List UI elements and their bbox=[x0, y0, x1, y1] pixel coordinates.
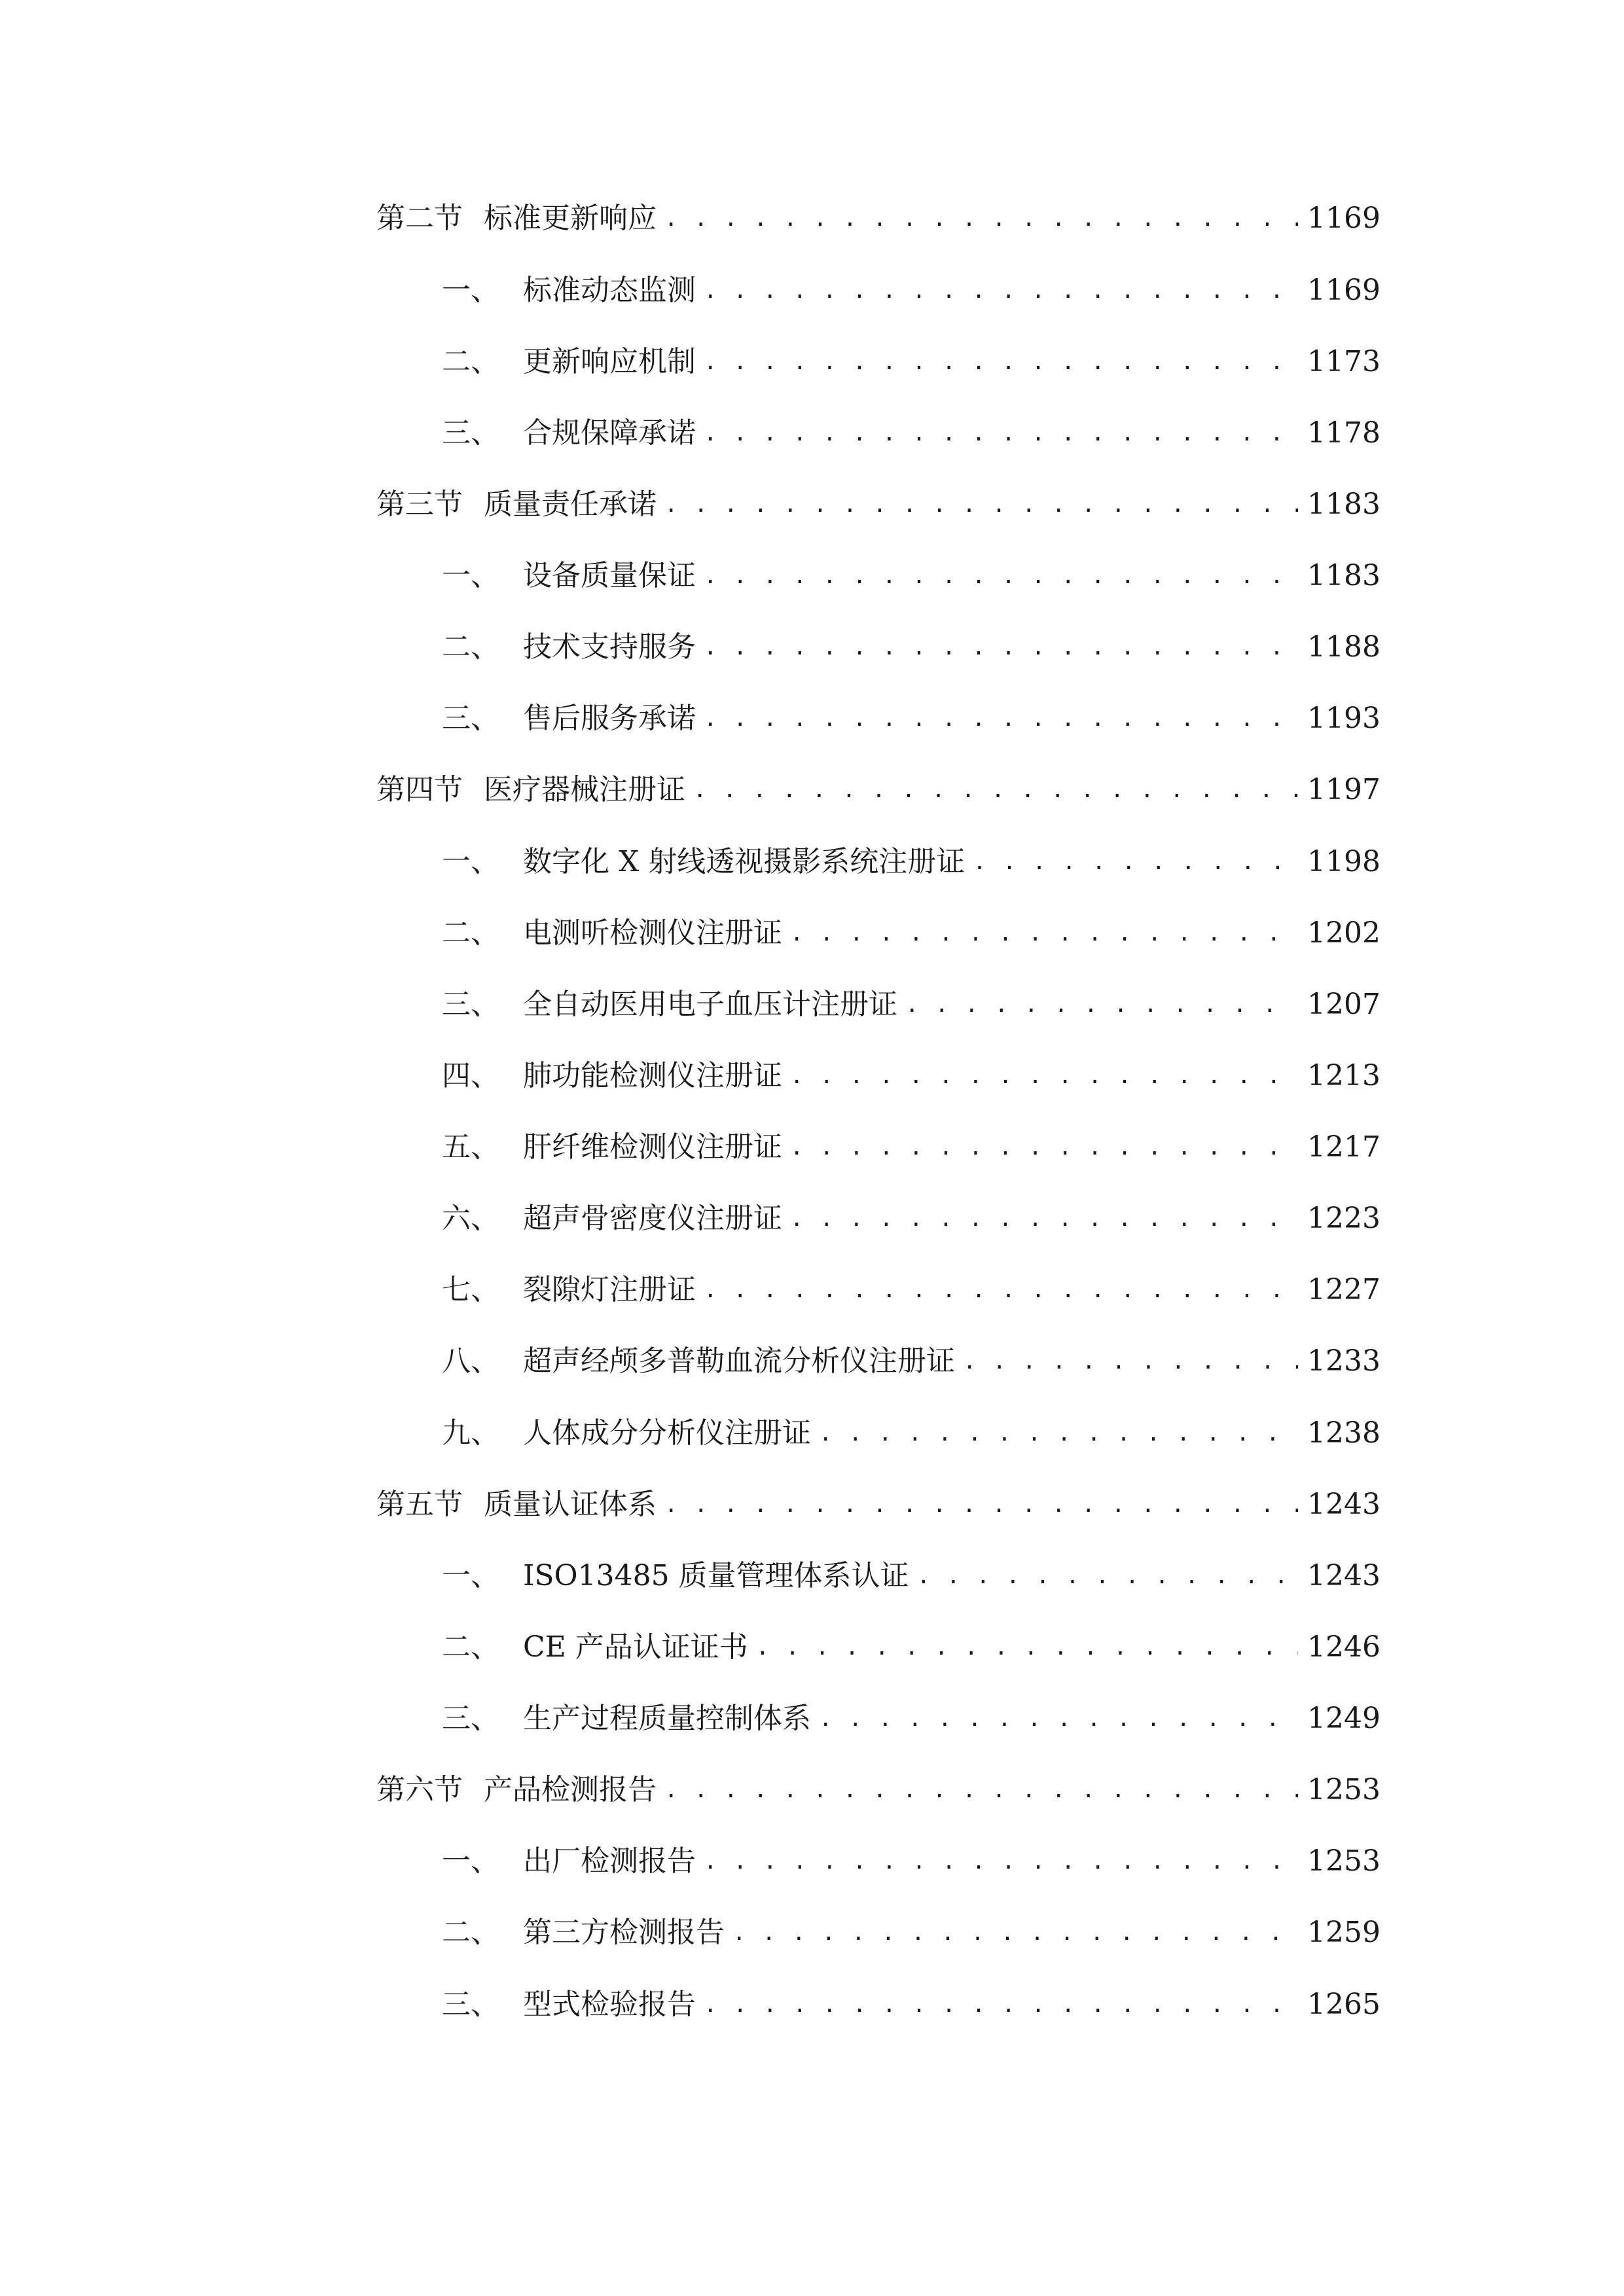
toc-item-number: 二、 bbox=[442, 1630, 499, 1664]
toc-item-number: 一、 bbox=[442, 1844, 499, 1878]
toc-item-number: 六、 bbox=[442, 1202, 499, 1235]
toc-page-number: 1213 bbox=[1307, 1059, 1380, 1092]
toc-dot-leader bbox=[664, 1764, 1298, 1816]
toc-subsection-entry[interactable] bbox=[442, 1835, 1378, 1888]
toc-page-number: 1188 bbox=[1307, 630, 1380, 664]
toc-subsection-entry[interactable] bbox=[442, 1335, 1378, 1388]
toc-page-number: 1183 bbox=[1307, 559, 1380, 592]
toc-item-number: 三、 bbox=[442, 702, 499, 735]
toc-entry-title: 型式检验报告 bbox=[523, 1988, 696, 2021]
toc-item-number: 五、 bbox=[442, 1130, 499, 1164]
toc-page-number: 1238 bbox=[1307, 1416, 1380, 1450]
toc-section-label: 第六节 bbox=[376, 1773, 463, 1806]
toc-dot-leader bbox=[963, 1335, 1298, 1388]
toc-entry-title: 超声经颅多普勒血流分析仪注册证 bbox=[523, 1344, 955, 1378]
toc-subsection-entry[interactable] bbox=[442, 1193, 1378, 1245]
toc-dot-leader bbox=[732, 1907, 1298, 1959]
toc-subsection-entry[interactable] bbox=[442, 907, 1378, 960]
toc-entry-title: 更新响应机制 bbox=[523, 345, 696, 378]
toc-item-number: 一、 bbox=[442, 845, 499, 878]
toc-dot-leader bbox=[704, 621, 1298, 673]
toc-dot-leader bbox=[790, 1193, 1298, 1245]
toc-page-number: 1178 bbox=[1307, 416, 1380, 450]
toc-item-number: 二、 bbox=[442, 630, 499, 664]
toc-entry-title: 出厂检测报告 bbox=[523, 1844, 696, 1878]
toc-section-entry[interactable] bbox=[376, 192, 1378, 245]
toc-dot-leader bbox=[973, 836, 1298, 888]
toc-subsection-entry[interactable] bbox=[442, 1621, 1378, 1674]
toc-page-number: 1169 bbox=[1307, 274, 1380, 307]
toc-dot-leader bbox=[756, 1621, 1298, 1674]
toc-entry-title: 设备质量保证 bbox=[523, 559, 696, 592]
toc-item-number: 九、 bbox=[442, 1416, 499, 1450]
toc-entry-title: 技术支持服务 bbox=[523, 630, 696, 664]
toc-item-number: 一、 bbox=[442, 1559, 499, 1592]
toc-dot-leader bbox=[704, 550, 1298, 602]
toc-entry-title: 生产过程质量控制体系 bbox=[523, 1702, 811, 1735]
toc-item-number: 四、 bbox=[442, 1059, 499, 1092]
toc-page-number: 1253 bbox=[1307, 1773, 1380, 1806]
toc-item-number: 三、 bbox=[442, 988, 499, 1021]
toc-page-number: 1198 bbox=[1307, 845, 1380, 878]
toc-page-number: 1223 bbox=[1307, 1202, 1380, 1235]
toc-dot-leader bbox=[704, 1835, 1298, 1888]
toc-subsection-entry[interactable] bbox=[442, 407, 1378, 459]
toc-dot-leader bbox=[917, 1550, 1298, 1602]
toc-section-label: 第五节 bbox=[376, 1488, 463, 1521]
toc-entry-title: 医疗器械注册证 bbox=[484, 773, 685, 806]
toc-page-number: 1197 bbox=[1307, 773, 1380, 806]
toc-dot-leader bbox=[790, 1121, 1298, 1174]
toc-entry-title: 标准动态监测 bbox=[523, 274, 696, 307]
toc-dot-leader bbox=[704, 1264, 1298, 1316]
toc-subsection-entry[interactable] bbox=[442, 1264, 1378, 1316]
toc-subsection-entry[interactable] bbox=[442, 978, 1378, 1031]
toc-entry-title: 全自动医用电子血压计注册证 bbox=[523, 988, 897, 1021]
toc-entry-title: 裂隙灯注册证 bbox=[523, 1273, 696, 1306]
toc-dot-leader bbox=[790, 907, 1298, 960]
toc-page-number: 1217 bbox=[1307, 1130, 1380, 1164]
toc-section-label: 第四节 bbox=[376, 773, 463, 806]
toc-page-number: 1243 bbox=[1307, 1559, 1380, 1592]
toc-item-number: 二、 bbox=[442, 916, 499, 950]
toc-dot-leader bbox=[693, 764, 1298, 816]
toc-item-number: 七、 bbox=[442, 1273, 499, 1306]
toc-subsection-entry[interactable] bbox=[442, 1693, 1378, 1745]
toc-entry-title: 电测听检测仪注册证 bbox=[523, 916, 782, 950]
toc-page-number: 1253 bbox=[1307, 1844, 1380, 1878]
toc-page-number: 1193 bbox=[1307, 702, 1380, 735]
toc-subsection-entry[interactable] bbox=[442, 1550, 1378, 1602]
toc-page-number: 1227 bbox=[1307, 1273, 1380, 1306]
toc-page-number: 1243 bbox=[1307, 1488, 1380, 1521]
toc-subsection-entry[interactable] bbox=[442, 1050, 1378, 1102]
toc-page-number: 1233 bbox=[1307, 1344, 1380, 1378]
toc-section-label: 第三节 bbox=[376, 488, 463, 521]
toc-item-number: 二、 bbox=[442, 345, 499, 378]
toc-page-number: 1246 bbox=[1307, 1630, 1380, 1664]
toc-entry-title: CE 产品认证证书 bbox=[523, 1630, 748, 1664]
toc-item-number: 三、 bbox=[442, 1988, 499, 2021]
toc-dot-leader bbox=[664, 192, 1298, 245]
toc-entry-title: 肺功能检测仪注册证 bbox=[523, 1059, 782, 1092]
toc-item-number: 一、 bbox=[442, 559, 499, 592]
toc-entry-title: 质量认证体系 bbox=[484, 1488, 657, 1521]
toc-entry-title: 合规保障承诺 bbox=[523, 416, 696, 450]
toc-entry-title: 超声骨密度仪注册证 bbox=[523, 1202, 782, 1235]
toc-section-entry[interactable] bbox=[376, 478, 1378, 531]
toc-subsection-entry[interactable] bbox=[442, 336, 1378, 388]
toc-dot-leader bbox=[664, 1479, 1298, 1531]
toc-dot-leader bbox=[664, 478, 1298, 531]
toc-item-number: 一、 bbox=[442, 274, 499, 307]
toc-item-number: 八、 bbox=[442, 1344, 499, 1378]
toc-subsection-entry[interactable] bbox=[442, 264, 1378, 317]
toc-item-number: 二、 bbox=[442, 1916, 499, 1949]
toc-subsection-entry[interactable] bbox=[442, 1121, 1378, 1174]
toc-entry-title: 质量责任承诺 bbox=[484, 488, 657, 521]
toc-subsection-entry[interactable] bbox=[442, 692, 1378, 745]
toc-entry-title: 售后服务承诺 bbox=[523, 702, 696, 735]
toc-subsection-entry[interactable] bbox=[442, 550, 1378, 602]
toc-entry-title: 第三方检测报告 bbox=[523, 1916, 725, 1949]
toc-entry-title: 标准更新响应 bbox=[484, 202, 657, 235]
toc-entry-title: 产品检测报告 bbox=[484, 1773, 657, 1806]
toc-page-number: 1173 bbox=[1307, 345, 1380, 378]
toc-page-number: 1202 bbox=[1307, 916, 1380, 950]
toc-subsection-entry[interactable] bbox=[442, 621, 1378, 673]
toc-dot-leader bbox=[819, 1693, 1298, 1745]
toc-section-entry[interactable] bbox=[376, 1479, 1378, 1531]
toc-section-entry[interactable] bbox=[376, 1764, 1378, 1816]
toc-page-number: 1169 bbox=[1307, 202, 1380, 235]
toc-dot-leader bbox=[704, 336, 1298, 388]
toc-page-number: 1265 bbox=[1307, 1988, 1380, 2021]
toc-entry-title: 数字化 X 射线透视摄影系统注册证 bbox=[523, 845, 965, 878]
toc-page-number: 1207 bbox=[1307, 988, 1380, 1021]
toc-subsection-entry[interactable] bbox=[442, 836, 1378, 888]
toc-entry-title: 肝纤维检测仪注册证 bbox=[523, 1130, 782, 1164]
toc-page-number: 1183 bbox=[1307, 488, 1380, 521]
toc-item-number: 三、 bbox=[442, 416, 499, 450]
toc-dot-leader bbox=[905, 978, 1298, 1031]
toc-dot-leader bbox=[790, 1050, 1298, 1102]
toc-dot-leader bbox=[704, 1979, 1298, 2031]
toc-dot-leader bbox=[704, 264, 1298, 317]
toc-entry-title: 人体成分分析仪注册证 bbox=[523, 1416, 811, 1450]
toc-dot-leader bbox=[704, 692, 1298, 745]
toc-dot-leader bbox=[819, 1407, 1298, 1460]
toc-page-number: 1259 bbox=[1307, 1916, 1380, 1949]
toc-section-label: 第二节 bbox=[376, 202, 463, 235]
toc-page-number: 1249 bbox=[1307, 1702, 1380, 1735]
toc-dot-leader bbox=[704, 407, 1298, 459]
toc-subsection-entry[interactable] bbox=[442, 1407, 1378, 1460]
toc-subsection-entry[interactable] bbox=[442, 1979, 1378, 2031]
toc-section-entry[interactable] bbox=[376, 764, 1378, 816]
toc-entry-title: ISO13485 质量管理体系认证 bbox=[523, 1559, 909, 1592]
toc-item-number: 三、 bbox=[442, 1702, 499, 1735]
toc-subsection-entry[interactable] bbox=[442, 1907, 1378, 1959]
